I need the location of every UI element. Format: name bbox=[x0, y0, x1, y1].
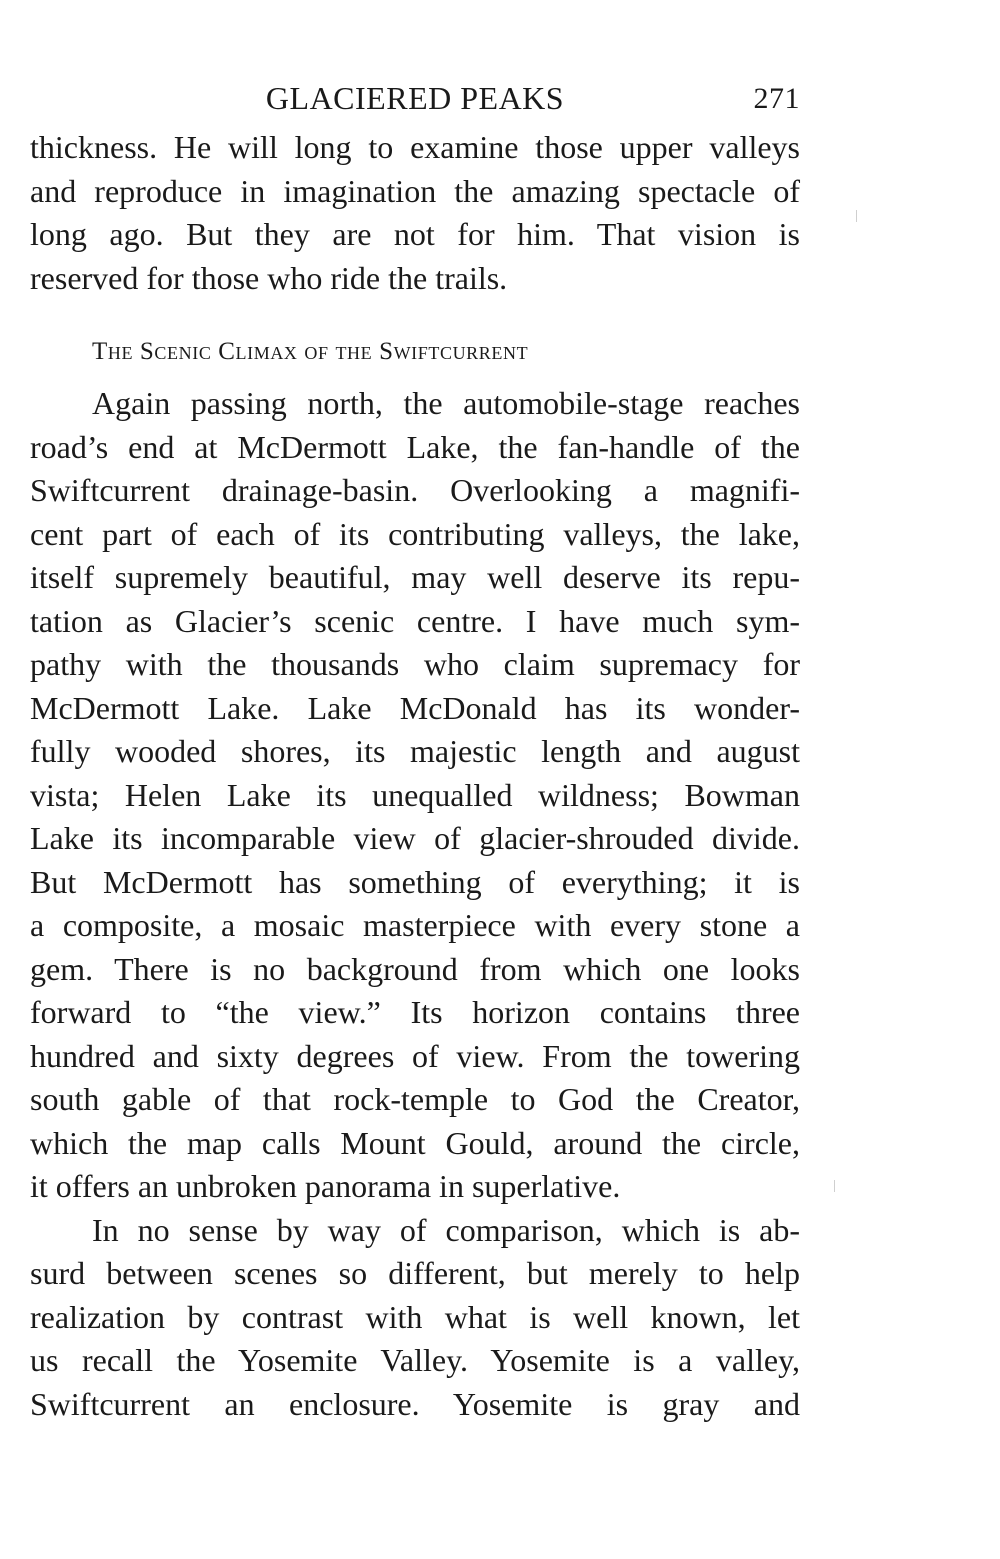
paragraph-continuation bbox=[30, 126, 800, 300]
section-heading: The Scenic Climax of the Swiftcurrent bbox=[92, 338, 529, 365]
text-line: it offers an unbroken panorama in superlative. bbox=[30, 1168, 621, 1204]
text-line: gem. There is no background from which one looks bbox=[30, 950, 800, 987]
text-line: cent part of each of its contributing valleys, the lake, bbox=[30, 515, 800, 552]
scan-margin-mark bbox=[834, 1180, 835, 1192]
text-line: fully wooded shores, its majestic length and august bbox=[30, 733, 800, 769]
text-line: thickness. He will long to examine those upper valleys bbox=[30, 129, 800, 165]
text-line: which the map calls Mount Gould, around the circle, bbox=[30, 1124, 800, 1161]
text-line: tation as Glacier’s scenic centre. I have much sym- bbox=[30, 602, 800, 639]
book-page bbox=[30, 80, 800, 1426]
text-line: Swiftcurrent drainage-basin. Overlooking a magnifi- bbox=[30, 472, 800, 508]
text-line: In no sense by way of comparison, which is ab- bbox=[92, 1211, 800, 1248]
text-line: But McDermott has something of everything; it is bbox=[30, 863, 800, 900]
text-line: long ago. But they are not for him. That vision is bbox=[30, 216, 800, 252]
text-line: us recall the Yosemite Valley. Yosemite is a valley, bbox=[30, 1342, 800, 1378]
text-line: Again passing north, the automobile-stage reaches bbox=[92, 385, 800, 421]
paragraph-mcdermott bbox=[30, 382, 800, 1209]
text-line: realization by contrast with what is well known, let bbox=[30, 1298, 800, 1335]
running-head bbox=[30, 80, 800, 126]
text-line: pathy with the thousands who claim supremacy for bbox=[30, 646, 800, 682]
text-line: south gable of that rock-temple to God the Creator, bbox=[30, 1081, 800, 1117]
text-line: McDermott Lake. Lake McDonald has its wonder- bbox=[30, 689, 800, 726]
text-line: and reproduce in imagination the amazing spectacle of bbox=[30, 172, 800, 209]
text-line: itself supremely beautiful, may well deserve its repu- bbox=[30, 559, 800, 595]
scan-margin-mark bbox=[856, 210, 857, 222]
text-line: reserved for those who ride the trails. bbox=[30, 259, 508, 296]
running-title: GLACIERED PEAKS bbox=[265, 80, 565, 116]
text-line: Swiftcurrent an enclosure. Yosemite is gray and bbox=[30, 1385, 800, 1422]
text-line: vista; Helen Lake its unequalled wildness; Bowman bbox=[30, 776, 800, 813]
text-line: surd between scenes so different, but merely to help bbox=[30, 1255, 800, 1291]
paragraph-yosemite bbox=[30, 1209, 800, 1427]
page-number: 271 bbox=[753, 82, 800, 115]
text-line: forward to “the view.” Its horizon contains three bbox=[30, 994, 800, 1030]
text-line: a composite, a mosaic masterpiece with every stone a bbox=[30, 907, 800, 943]
text-line: hundred and sixty degrees of view. From the towering bbox=[30, 1037, 800, 1074]
text-line: road’s end at McDermott Lake, the fan-handle of the bbox=[30, 428, 800, 465]
text-line: Lake its incomparable view of glacier-shrouded divide. bbox=[30, 820, 800, 856]
